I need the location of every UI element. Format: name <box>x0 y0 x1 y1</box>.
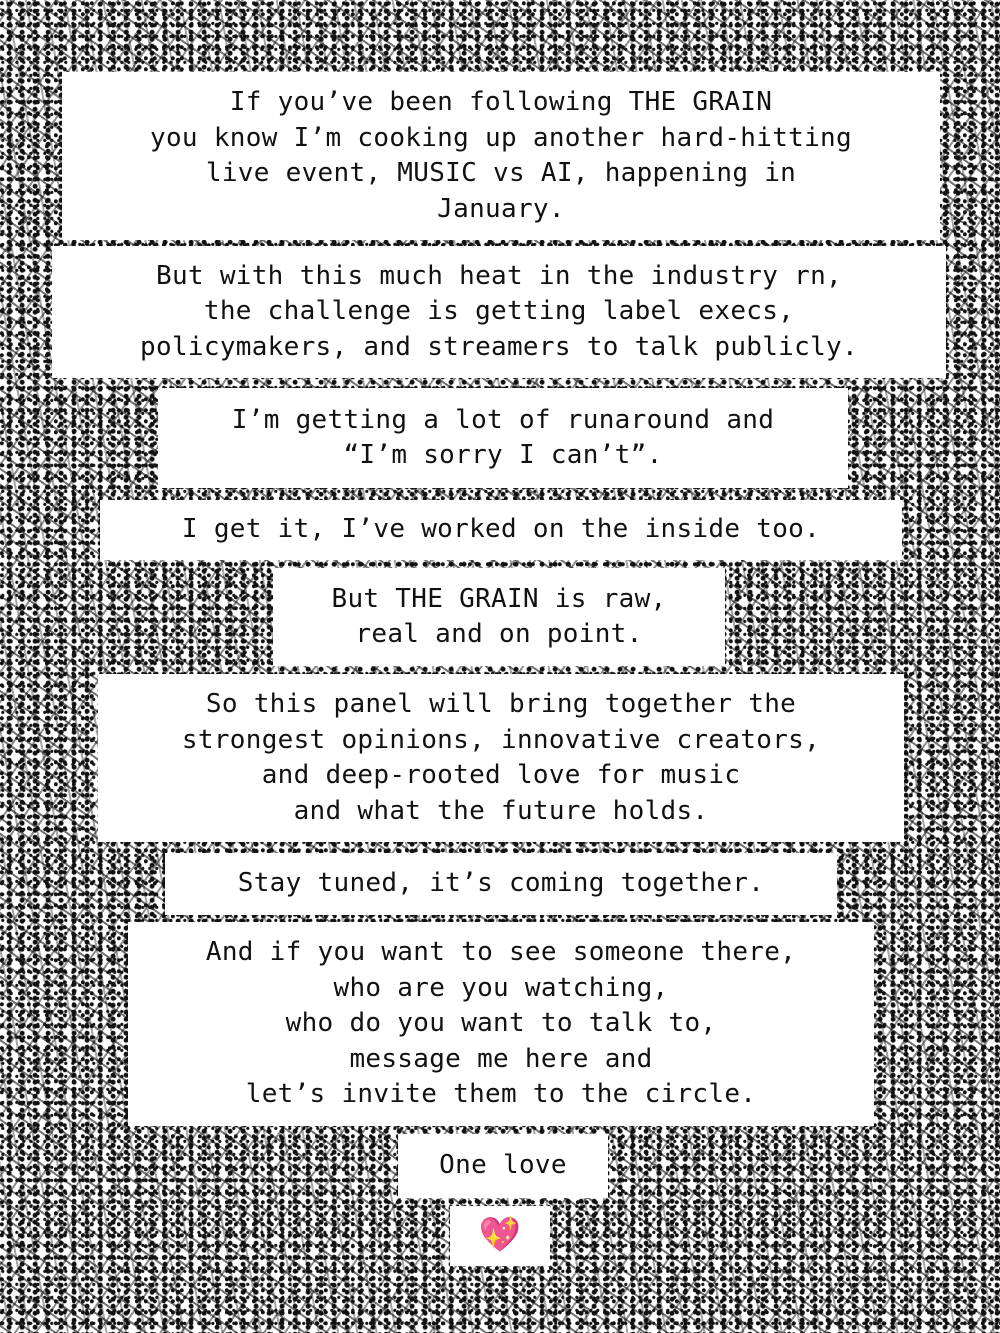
paragraph-invite: And if you want to see someone there, who are you watching, who do you want to talk to, message me here and let’s invite them to the circle. <box>205 937 797 1110</box>
text-box-invite <box>128 922 874 1126</box>
sparkling-heart-icon: 💖 <box>478 1215 522 1256</box>
text-box-runaround <box>158 388 848 488</box>
text-box-inside <box>100 500 902 560</box>
emoji-box <box>450 1206 550 1266</box>
paragraph-runaround: I’m getting a lot of runaround and “I’m sorry I can’t”. <box>231 404 775 470</box>
text-box-stay-tuned <box>165 853 837 915</box>
paragraph-stay-tuned: Stay tuned, it’s coming together. <box>237 868 765 899</box>
paragraph-inside: I get it, I’ve worked on the inside too. <box>181 514 821 545</box>
text-box-one-love <box>398 1134 608 1198</box>
paragraph-panel: So this panel will bring together the strongest opinions, innovative creators, and deep-rooted love for music and what the future holds. <box>181 689 821 826</box>
text-box-challenge <box>52 246 946 378</box>
paragraph-intro: If you’ve been following THE GRAIN you know I’m cooking up another hard-hitting live event, MUSIC vs AI, happening in January. <box>150 87 852 224</box>
text-box-panel <box>98 674 904 842</box>
paragraph-raw: But THE GRAIN is raw, real and on point. <box>331 583 667 649</box>
paragraph-challenge: But with this much heat in the industry rn, the challenge is getting label execs, policymakers, and streamers to talk publicly. <box>140 260 858 362</box>
text-box-intro <box>62 72 940 240</box>
text-box-raw <box>273 568 725 666</box>
paragraph-one-love: One love <box>439 1150 567 1181</box>
